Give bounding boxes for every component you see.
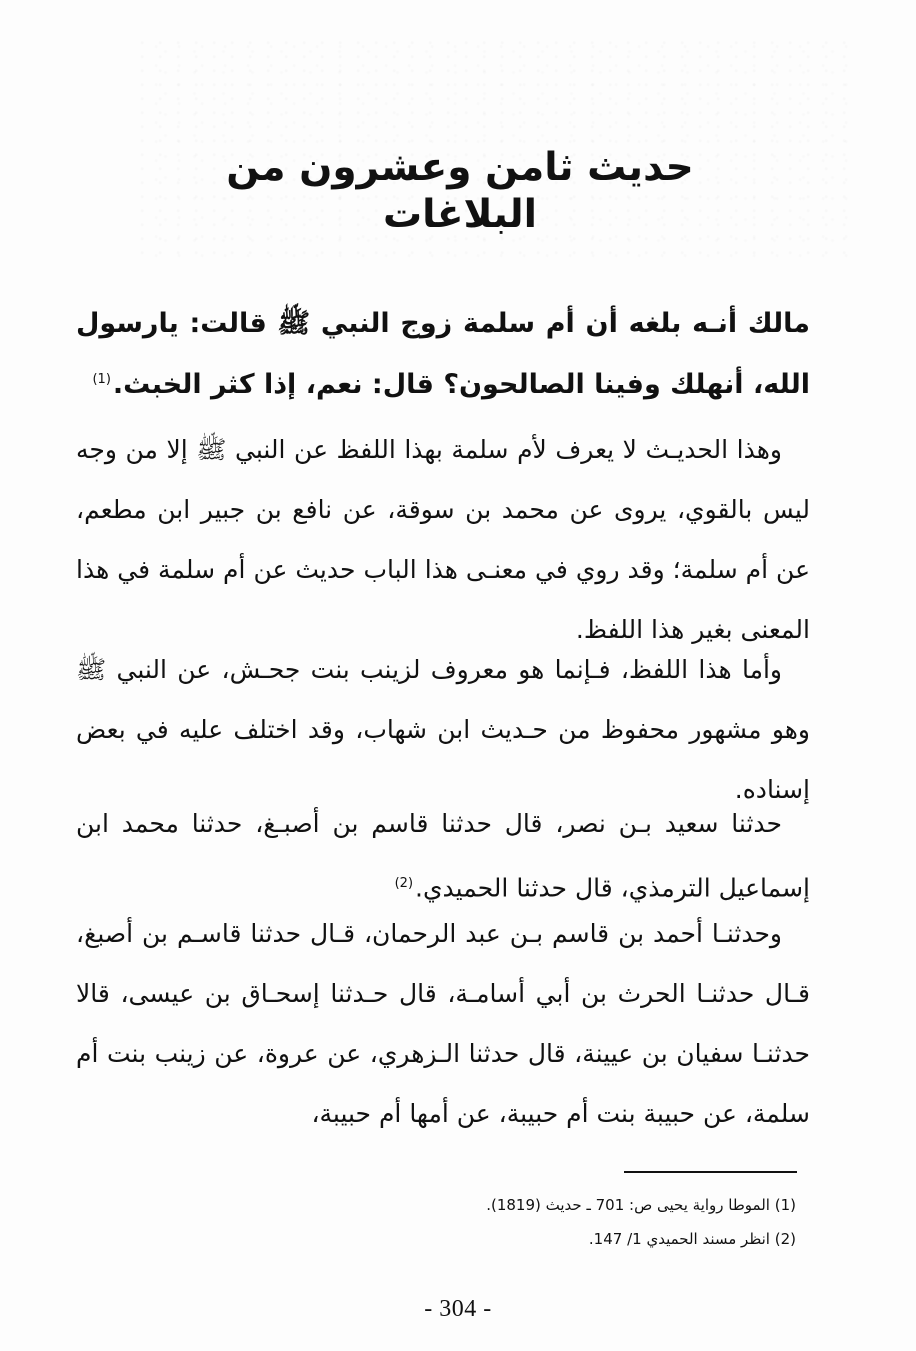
commentary-paragraph-1 — [76, 420, 810, 660]
page-title: حديث ثامن وعشرون من البلاغات — [226, 145, 694, 237]
chain-of-narration-paragraph-2 — [76, 904, 810, 1144]
footnote-reference-2: (2) — [394, 876, 414, 891]
commentary-paragraph-2 — [76, 640, 810, 820]
chain-of-narration-paragraph-1 — [76, 794, 810, 918]
paragraph-text — [76, 794, 810, 918]
paragraph-text: وأما هذا اللفظ، فـإنما هو معروف لزينب بنت جحـش، عن النبي ﷺ وهو مشهور محفوظ من حـديث ابن شهاب، وقد اختلف عليه في بعض إسناده. — [76, 655, 810, 804]
paragraph-text: وهذا الحديـث لا يعرف لأم سلمة بهذا اللفظ عن النبي ﷺ إلا من وجه ليس بالقوي، يروى عن محمد بن سوقة، عن نافع بن جبير ابن مطعم، عن أم سلمة؛ وقد روي في معنـى هذا الباب حديث عن أم سلمة في هذا المعنى بغير هذا اللفظ. — [76, 435, 810, 644]
footnote-reference-1: (1) — [92, 372, 111, 387]
footnote-2: (2) انظر مسند الحميدي 1/ 147. — [588, 1230, 796, 1248]
page-number: - 304 - — [424, 1296, 492, 1322]
footnote-separator — [624, 1171, 797, 1173]
footnotes — [276, 1188, 796, 1256]
paragraph-text: وحدثنـا أحمد بن قاسم بـن عبد الرحمان، قـال حدثنا قاسـم بن أصبغ، قـال حدثنـا الحرث بن أبي أسامـة، قال حـدثنا إسحـاق بن عيسى، قالا حدثنـا سفيان بن عيينة، قال حدثنا الـزهري، عن عروة، عن زينب بنت أم سلمة، عن حبيبة بنت أم حبيبة، عن أمها أم حبيبة، — [76, 919, 810, 1128]
opening-hadith-text: مالك أنـه بلغه أن أم سلمة زوج النبي ﷺ قالت: يارسول الله، أنهلك وفينا الصالحون؟ قال: نعم، إذا كثر الخبث. — [76, 308, 810, 400]
footnote-1: (1) الموطا رواية يحيى ص: 701 ـ حديث (1819). — [486, 1196, 796, 1214]
paragraph-body: حدثنا سعيد بـن نصر، قال حدثنا قاسم بن أصبـغ، حدثنا محمد ابن إسماعيل الترمذي، قال حدثنا الحميدي. — [76, 809, 810, 903]
opening-hadith-paragraph — [76, 296, 810, 413]
